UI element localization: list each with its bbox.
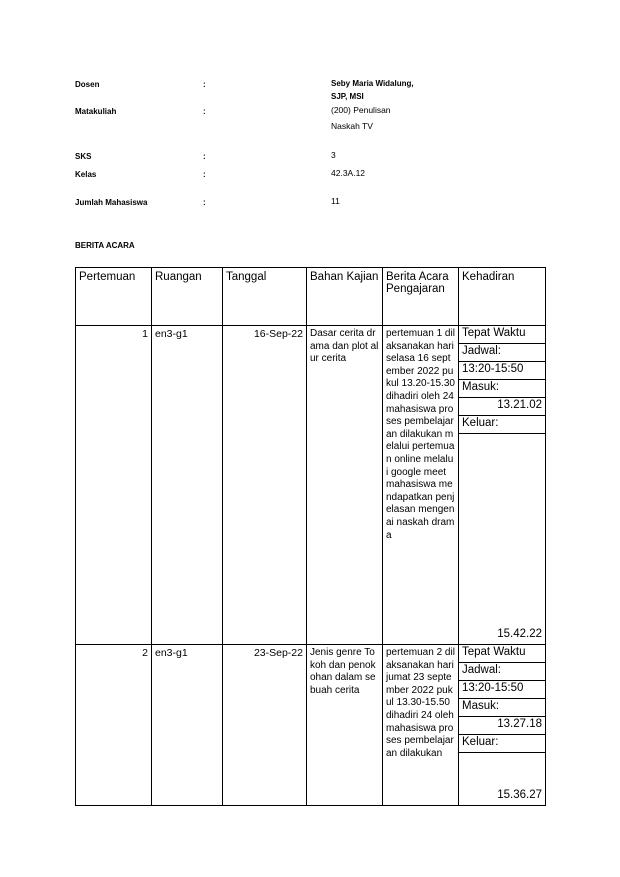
sks-colon: :	[203, 152, 206, 161]
header-bahan-kajian: Bahan Kajian	[307, 268, 383, 326]
cell-berita: pertemuan 1 dilaksanakan hari selasa 16 september 2022 pukul 13.20-15.30 dihadiri oleh 24 mahasiswa proses pembelajaran dilakukan melalui pertemuan online melalui google meet mahasiswa mendapatkan penjelasan mengenai naskah drama	[383, 326, 459, 645]
sks-label: SKS	[75, 152, 92, 161]
dosen-label: Dosen	[75, 80, 100, 89]
jadwal-label: Jadwal:	[459, 663, 545, 681]
header-ruangan: Ruangan	[152, 268, 223, 326]
cell-berita: pertemuan 2 dilaksanakan hari jumat 23 september 2022 pukul 13.30-15.50 dihadiri 24 oleh mahasiswa proses pembelajaran dilakukan	[383, 645, 459, 806]
masuk-value: 13.21.02	[459, 398, 545, 416]
keluar-label: Keluar:	[459, 735, 545, 753]
header-pertemuan: Pertemuan	[76, 268, 152, 326]
keluar-spacer	[459, 434, 545, 627]
jumlah-colon: :	[203, 198, 206, 207]
masuk-value: 13.27.18	[459, 717, 545, 735]
matakuliah-colon: :	[203, 107, 206, 116]
kelas-colon: :	[203, 170, 206, 179]
matakuliah-label: Matakuliah	[75, 107, 117, 116]
keluar-value: 15.36.27	[497, 789, 542, 801]
status-tepat-waktu: Tepat Waktu	[459, 645, 545, 663]
masuk-label: Masuk:	[459, 380, 545, 398]
table-row	[76, 645, 546, 806]
cell-bahan: Jenis genre Tokoh dan penokohan dalam sebuah cerita	[307, 645, 383, 806]
cell-tanggal: 16-Sep-22	[223, 326, 307, 645]
status-tepat-waktu: Tepat Waktu	[459, 326, 545, 344]
keluar-value: 15.42.22	[497, 628, 542, 640]
table-row	[76, 326, 546, 645]
cell-bahan: Dasar cerita drama dan plot alur cerita	[307, 326, 383, 645]
section-title: BERITA ACARA	[75, 241, 135, 250]
cell-pertemuan: 2	[76, 645, 152, 806]
jadwal-value: 13:20-15:50	[459, 681, 545, 699]
keluar-label: Keluar:	[459, 416, 545, 434]
header-berita-acara: Berita Acara Pengajaran	[383, 268, 459, 326]
keluar-spacer	[459, 753, 545, 788]
dosen-value-1: Seby Maria Widalung,	[331, 79, 414, 88]
dosen-colon: :	[203, 80, 206, 89]
sks-value: 3	[331, 150, 336, 160]
cell-kehadiran	[459, 326, 546, 645]
jadwal-label: Jadwal:	[459, 344, 545, 362]
jumlah-label: Jumlah Mahasiswa	[75, 198, 148, 207]
cell-ruangan: en3-g1	[152, 326, 223, 645]
header-kehadiran: Kehadiran	[459, 268, 546, 326]
kelas-value: 42.3A.12	[331, 168, 366, 178]
berita-acara-table	[75, 267, 546, 806]
jadwal-value: 13:20-15:50	[459, 362, 545, 380]
header-tanggal: Tanggal	[223, 268, 307, 326]
table-header-row	[76, 268, 546, 326]
cell-tanggal: 23-Sep-22	[223, 645, 307, 806]
masuk-label: Masuk:	[459, 699, 545, 717]
kelas-label: Kelas	[75, 170, 97, 179]
cell-pertemuan: 1	[76, 326, 152, 645]
cell-kehadiran	[459, 645, 546, 806]
dosen-value-2: SJP, MSI	[331, 92, 364, 101]
cell-ruangan: en3-g1	[152, 645, 223, 806]
matakuliah-value-1: (200) Penulisan	[331, 105, 391, 115]
jumlah-value: 11	[331, 196, 340, 206]
matakuliah-value-2: Naskah TV	[331, 121, 373, 131]
